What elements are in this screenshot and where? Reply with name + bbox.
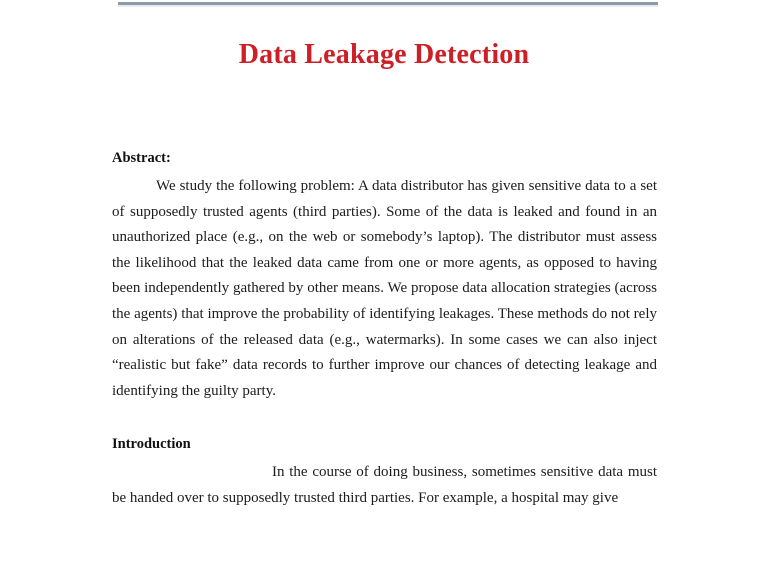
abstract-heading: Abstract: (112, 150, 171, 166)
introduction-paragraph: In the course of doing business, sometimes sensitive data must be handed over to supposedly trusted third parties. For example, a hospital may give (112, 464, 657, 506)
abstract-paragraph: We study the following problem: A data distributor has given sensitive data to a set of supposedly trusted agents (third parties). Some of the data is leaked and found in an unauthorized place (e.g., on the web or somebody’s laptop). The distributor must assess the likelihood that the leaked data came from one or more agents, as opposed to having been independently gathered by other means. We propose data allocation strategies (across the agents) that improve the probability of identifying leakages. These methods do not rely on alterations of the released data (e.g., watermarks). In some cases we can also inject “realistic but fake” data records to further improve our chances of detecting leakage and identifying the guilty party. (112, 178, 657, 399)
introduction-heading: Introduction (112, 436, 191, 452)
abstract-section (112, 148, 657, 404)
page-top-rule-shadow (118, 5, 658, 7)
page-title: Data Leakage Detection (238, 39, 530, 70)
introduction-section (112, 434, 657, 511)
